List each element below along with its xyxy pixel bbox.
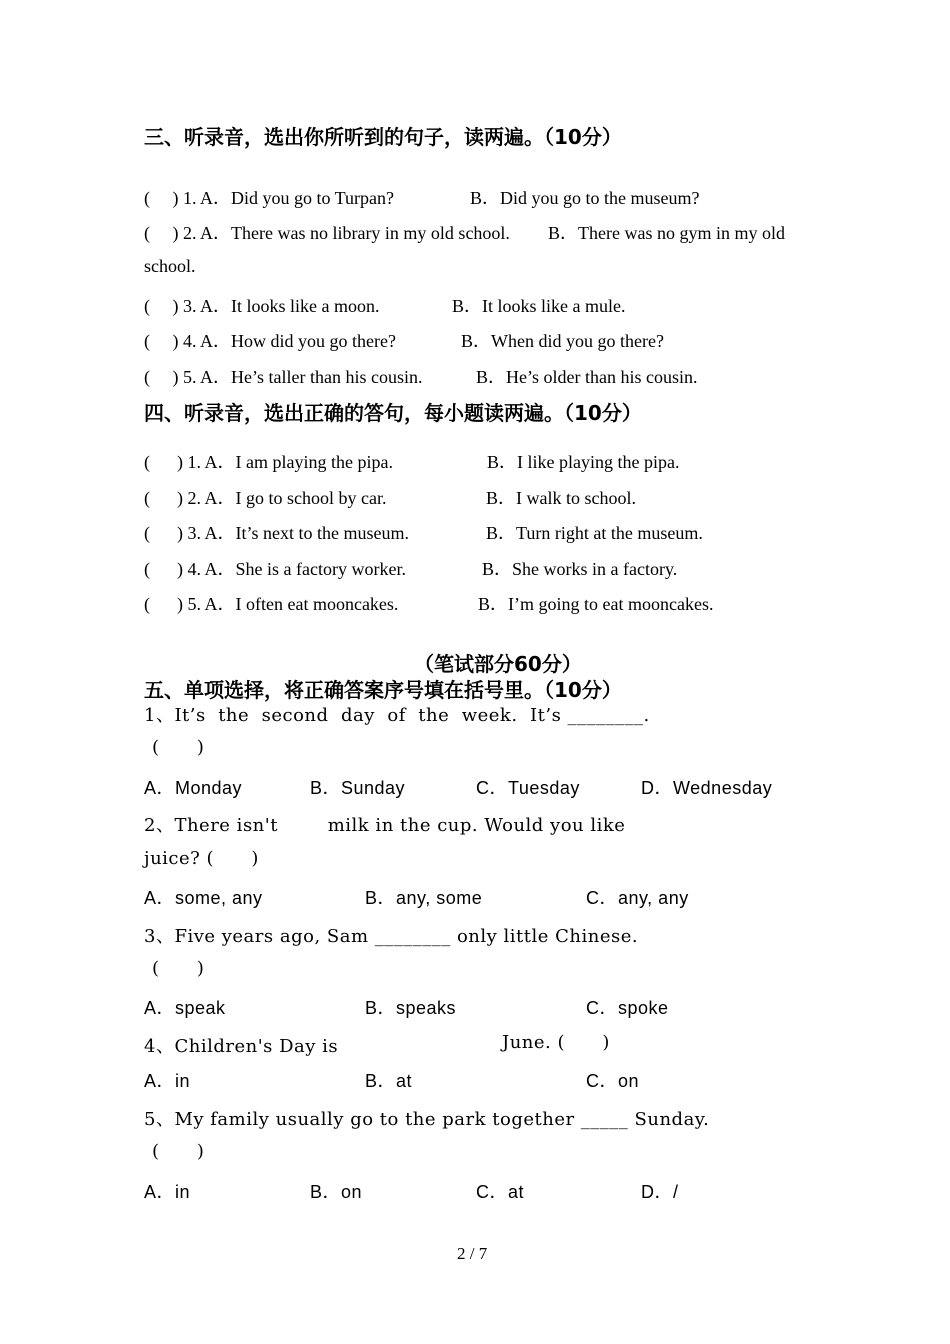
s5-q1-option-d: D．Wednesday bbox=[641, 778, 773, 798]
section5-heading: 五、单项选择，将正确答案序号填在括号里。（10分） bbox=[144, 678, 622, 702]
s3-q4-option-a: ( ) 4. A．How did you go there? bbox=[144, 331, 396, 351]
s4-q4-option-a: ( ) 4. A．She is a factory worker. bbox=[144, 559, 406, 579]
s4-q3-option-b: B．Turn right at the museum. bbox=[486, 523, 703, 543]
s5-q5-option-c: C．at bbox=[476, 1182, 525, 1202]
s3-q5-option-a: ( ) 5. A．He’s taller than his cousin. bbox=[144, 367, 423, 387]
s4-q5-option-a: ( ) 5. A．I often eat mooncakes. bbox=[144, 594, 399, 614]
s5-q3-text: 3、Five years ago, Sam ________ only little Chinese. bbox=[144, 926, 639, 947]
s5-q4-option-b: B．at bbox=[365, 1071, 413, 1091]
s5-q5-bracket: ( ) bbox=[152, 1141, 205, 1162]
s5-q3-option-c: C．spoke bbox=[586, 998, 669, 1018]
s3-q1-option-b: B．Did you go to the museum? bbox=[470, 188, 700, 208]
s5-q4-text-b: June. ( ) bbox=[502, 1032, 610, 1053]
s4-q1-option-b: B．I like playing the pipa. bbox=[487, 452, 680, 472]
s4-q5-option-b: B．I’m going to eat mooncakes. bbox=[478, 594, 714, 614]
s5-q2-option-b: B．any, some bbox=[365, 888, 483, 908]
s5-q2-text: 2、There isn't milk in the cup. Would you like bbox=[144, 815, 626, 836]
s5-q3-bracket: ( ) bbox=[152, 958, 205, 979]
s3-q3-option-b: B．It looks like a mule. bbox=[452, 296, 626, 316]
s4-q4-option-b: B．She works in a factory. bbox=[482, 559, 678, 579]
s3-q2-option-b: B．There was no gym in my old bbox=[548, 223, 785, 243]
s3-q5-option-b: B．He’s older than his cousin. bbox=[476, 367, 698, 387]
s5-q5-option-b: B．on bbox=[310, 1182, 363, 1202]
s5-q3-option-a: A．speak bbox=[144, 998, 226, 1018]
s4-q1-option-a: ( ) 1. A．I am playing the pipa. bbox=[144, 452, 393, 472]
s5-q3-option-b: B．speaks bbox=[365, 998, 457, 1018]
s5-q2-text-cont: juice? ( ) bbox=[144, 848, 259, 869]
page-number: 2 / 7 bbox=[457, 1244, 488, 1263]
s5-q1-option-a: A．Monday bbox=[144, 778, 243, 798]
s4-q2-option-a: ( ) 2. A．I go to school by car. bbox=[144, 488, 387, 508]
s3-q2-option-a: ( ) 2. A．There was no library in my old school. bbox=[144, 223, 510, 243]
s4-q2-option-b: B．I walk to school. bbox=[486, 488, 636, 508]
section3-heading: 三、听录音，选出你所听到的句子，读两遍。（10分） bbox=[144, 125, 622, 149]
s5-q2-option-c: C．any, any bbox=[586, 888, 689, 908]
s5-q1-bracket: ( ) bbox=[152, 737, 205, 758]
s5-q1-text: 1、It’s the second day of the week. It’s ________. bbox=[144, 705, 650, 726]
s5-q4-option-a: A．in bbox=[144, 1071, 191, 1091]
section4-heading: 四、听录音，选出正确的答句，每小题读两遍。（10分） bbox=[144, 401, 642, 425]
s4-q3-option-a: ( ) 3. A．It’s next to the museum. bbox=[144, 523, 409, 543]
s5-q5-text: 5、My family usually go to the park together _____ Sunday. bbox=[144, 1109, 710, 1130]
s3-q2-continuation: school. bbox=[144, 256, 196, 276]
s3-q4-option-b: B．When did you go there? bbox=[461, 331, 664, 351]
s3-q3-option-a: ( ) 3. A．It looks like a moon. bbox=[144, 296, 380, 316]
s3-q1-option-a: ( ) 1. A．Did you go to Turpan? bbox=[144, 188, 395, 208]
s5-q2-option-a: A．some, any bbox=[144, 888, 263, 908]
s5-q5-option-a: A．in bbox=[144, 1182, 191, 1202]
s5-q1-option-c: C．Tuesday bbox=[476, 778, 580, 798]
s5-q4-text: 4、Children's Day is bbox=[144, 1036, 339, 1057]
s5-q4-option-c: C．on bbox=[586, 1071, 640, 1091]
s5-q1-option-b: B．Sunday bbox=[310, 778, 406, 798]
written-part-title: （笔试部分60分） bbox=[414, 652, 582, 676]
s5-q5-option-d: D．/ bbox=[641, 1182, 679, 1202]
